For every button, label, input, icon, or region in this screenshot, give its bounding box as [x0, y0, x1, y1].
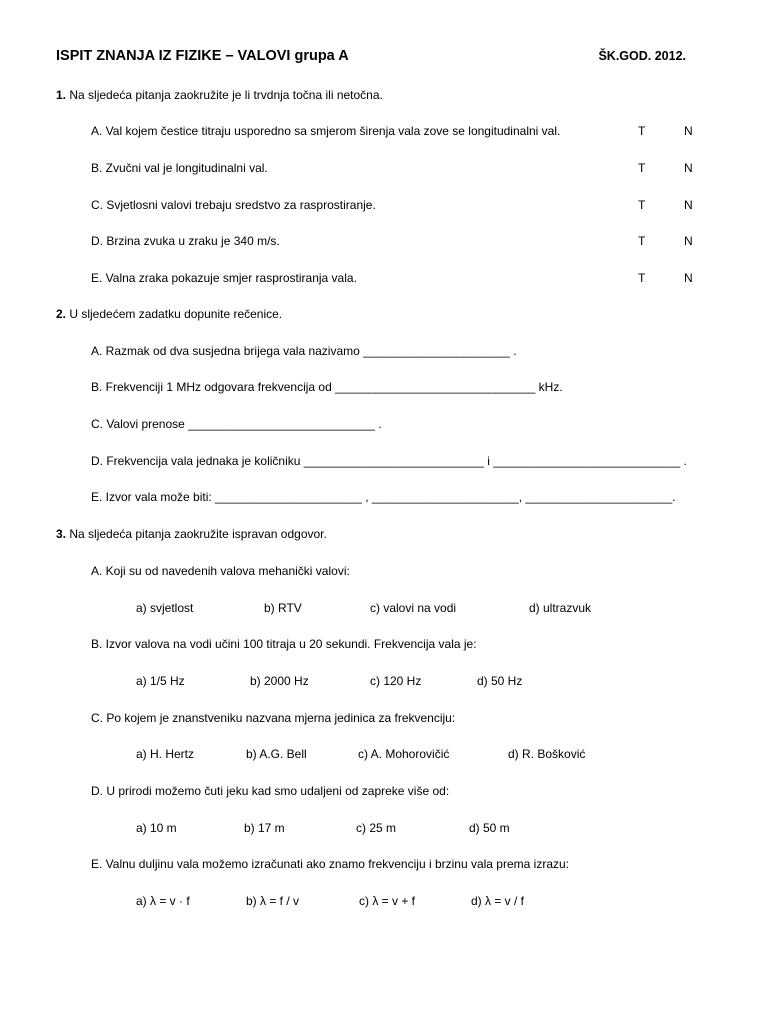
- q1-item-c-true[interactable]: T: [638, 198, 646, 212]
- q3a-option-a[interactable]: a) svjetlost: [136, 601, 194, 615]
- q3e-option-c[interactable]: c) λ = v + f: [359, 894, 416, 908]
- q3a-option-d[interactable]: d) ultrazvuk: [529, 601, 592, 615]
- q1-item-c: C. Svjetlosni valovi trebaju sredstvo za rasprostiranje.: [91, 198, 376, 212]
- q1-item-a: A. Val kojem čestice titraju usporedno sa smjerom širenja vala zove se longitudinalni val.: [91, 124, 561, 138]
- q2-item-d[interactable]: D. Frekvencija vala jednaka je količniku ___________________________ i ____________________________ .: [91, 454, 687, 468]
- q3e-option-a[interactable]: a) λ = v · f: [136, 894, 190, 908]
- q2-item-c[interactable]: C. Valovi prenose ____________________________ .: [91, 417, 382, 431]
- q3e-option-b[interactable]: b) λ = f / v: [246, 894, 300, 908]
- q3a-option-b[interactable]: b) RTV: [264, 601, 302, 615]
- q3b-option-b[interactable]: b) 2000 Hz: [250, 674, 309, 688]
- q3d-option-a[interactable]: a) 10 m: [136, 821, 177, 835]
- q3-question-e: E. Valnu duljinu vala možemo izračunati ako znamo frekvenciju i brzinu vala prema izrazu:: [91, 857, 570, 871]
- q3b-option-c[interactable]: c) 120 Hz: [370, 674, 422, 688]
- q3c-option-b[interactable]: b) A.G. Bell: [246, 747, 307, 761]
- q1-item-e-false[interactable]: N: [684, 271, 693, 285]
- q3d-option-c[interactable]: c) 25 m: [356, 821, 397, 835]
- q1-item-b: B. Zvučni val je longitudinalni val.: [91, 161, 268, 175]
- q2-item-e[interactable]: E. Izvor vala može biti: ______________________ , ______________________, ______________________.: [91, 490, 676, 504]
- q3c-option-c[interactable]: c) A. Mohorovičić: [358, 747, 450, 761]
- q1-item-c-false[interactable]: N: [684, 198, 693, 212]
- school-year: ŠK.GOD. 2012.: [598, 49, 686, 63]
- q3-title: [56, 526, 327, 542]
- q2-title: [56, 306, 282, 322]
- q3-number: 3.: [56, 527, 67, 541]
- q2-text: U sljedećem zadatku dopunite rečenice.: [66, 307, 283, 321]
- q3c-option-a[interactable]: a) H. Hertz: [136, 747, 195, 761]
- q3d-option-b[interactable]: b) 17 m: [244, 821, 285, 835]
- q3e-option-d[interactable]: d) λ = v / f: [471, 894, 525, 908]
- q1-text: Na sljedeća pitanja zaokružite je li trvdnja točna ili netočna.: [66, 88, 383, 102]
- q1-item-b-false[interactable]: N: [684, 161, 693, 175]
- q1-item-e-true[interactable]: T: [638, 271, 646, 285]
- q3b-option-d[interactable]: d) 50 Hz: [477, 674, 523, 688]
- exam-header: [56, 48, 690, 66]
- exam-title: ISPIT ZNANJA IZ FIZIKE – VALOVI grupa A: [56, 48, 349, 64]
- q3-text: Na sljedeća pitanja zaokružite ispravan odgovor.: [66, 527, 327, 541]
- q1-title: [56, 87, 383, 103]
- q3-question-d: D. U prirodi možemo čuti jeku kad smo udaljeni od zapreke više od:: [91, 784, 450, 798]
- q3-question-b: B. Izvor valova na vodi učini 100 titraja u 20 sekundi. Frekvencija vala je:: [91, 637, 477, 651]
- q1-item-e: E. Valna zraka pokazuje smjer rasprostiranja vala.: [91, 271, 357, 285]
- q1-item-a-true[interactable]: T: [638, 124, 646, 138]
- q3-question-a: A. Koji su od navedenih valova mehanički valovi:: [91, 564, 350, 578]
- q1-item-d-true[interactable]: T: [638, 234, 646, 248]
- q3d-option-d[interactable]: d) 50 m: [469, 821, 510, 835]
- q1-item-d-false[interactable]: N: [684, 234, 693, 248]
- q1-item-a-false[interactable]: N: [684, 124, 693, 138]
- q3b-option-a[interactable]: a) 1/5 Hz: [136, 674, 185, 688]
- q3c-option-d[interactable]: d) R. Bošković: [508, 747, 586, 761]
- q2-item-b[interactable]: B. Frekvenciji 1 MHz odgovara frekvencija od ______________________________ kHz.: [91, 380, 563, 394]
- q2-number: 2.: [56, 307, 67, 321]
- q1-item-d: D. Brzina zvuka u zraku je 340 m/s.: [91, 234, 280, 248]
- q1-number: 1.: [56, 88, 67, 102]
- q3-question-c: C. Po kojem je znanstveniku nazvana mjerna jedinica za frekvenciju:: [91, 711, 456, 725]
- q3a-option-c[interactable]: c) valovi na vodi: [370, 601, 457, 615]
- q1-item-b-true[interactable]: T: [638, 161, 646, 175]
- q2-item-a[interactable]: A. Razmak od dva susjedna brijega vala nazivamo ______________________ .: [91, 344, 517, 358]
